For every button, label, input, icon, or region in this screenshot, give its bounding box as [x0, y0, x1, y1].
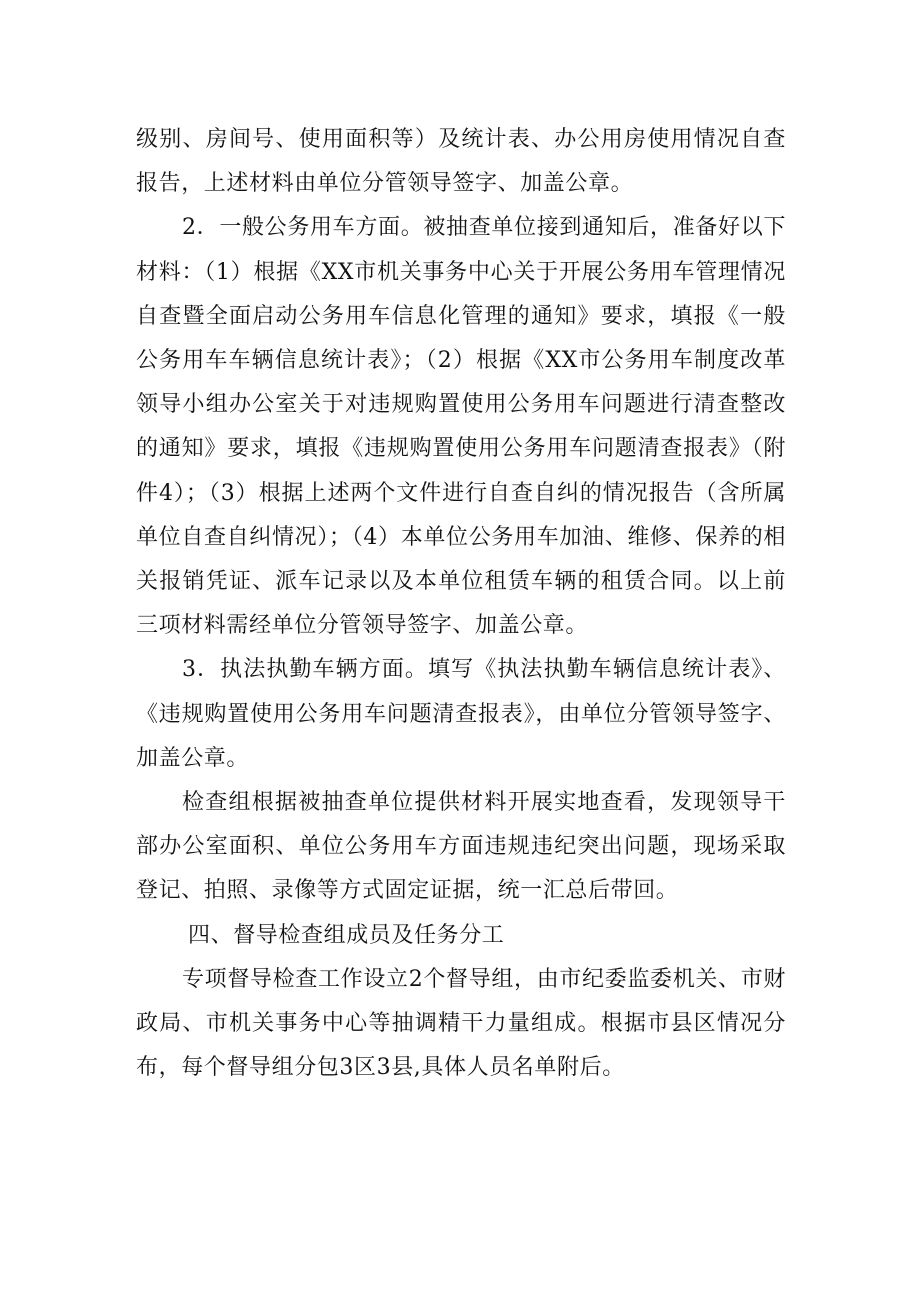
- paragraph-official-vehicles: 2．一般公务用车方面。被抽查单位接到通知后，准备好以下材料：（1）根据《XX市机关事务中心关于开展公务用车管理情况自查暨全面启动公务用车信息化管理的通知》要求，填报《一般公务用车车辆信息统计表》；（2）根据《XX市公务用车制度改革领导小组办公室关于对违规购置使用公务用车问题进行清查整改的通知》要求，填报《违规购置使用公务用车问题清查报表》（附件4）；（3）根据上述两个文件进行自查自纠的情况报告（含所属单位自查自纠情况）；（4）本单位公务用车加油、维修、保养的相关报销凭证、派车记录以及本单位租赁车辆的租赁合同。以上前三项材料需经单位分管领导签字、加盖公章。: [136, 215, 786, 639]
- paragraph-supervision-groups: 专项督导检查工作设立2个督导组，由市纪委监委机关、市财政局、市机关事务中心等抽调精干力量组成。根据市县区情况分布，每个督导组分包3区3县,具体人员名单附后。: [136, 966, 786, 1081]
- paragraph-inspection-group: 检查组根据被抽查单位提供材料开展实地查看，发现领导干部办公室面积、单位公务用车方面违规违纪突出问题，现场采取登记、拍照、录像等方式固定证据，统一汇总后带回。: [136, 790, 786, 904]
- document-body: [136, 118, 786, 1090]
- section-heading: 四、督导检查组成员及任务分工: [188, 922, 505, 948]
- paragraph-continuation: 级别、房间号、使用面积等）及统计表、办公用房使用情况自查报告，上述材料由单位分管领导签字、加盖公章。: [136, 127, 786, 197]
- paragraph-law-enforcement-vehicles: 3．执法执勤车辆方面。填写《执法执勤车辆信息统计表》、《违规购置使用公务用车问题清查报表》，由单位分管领导签字、加盖公章。: [136, 657, 786, 771]
